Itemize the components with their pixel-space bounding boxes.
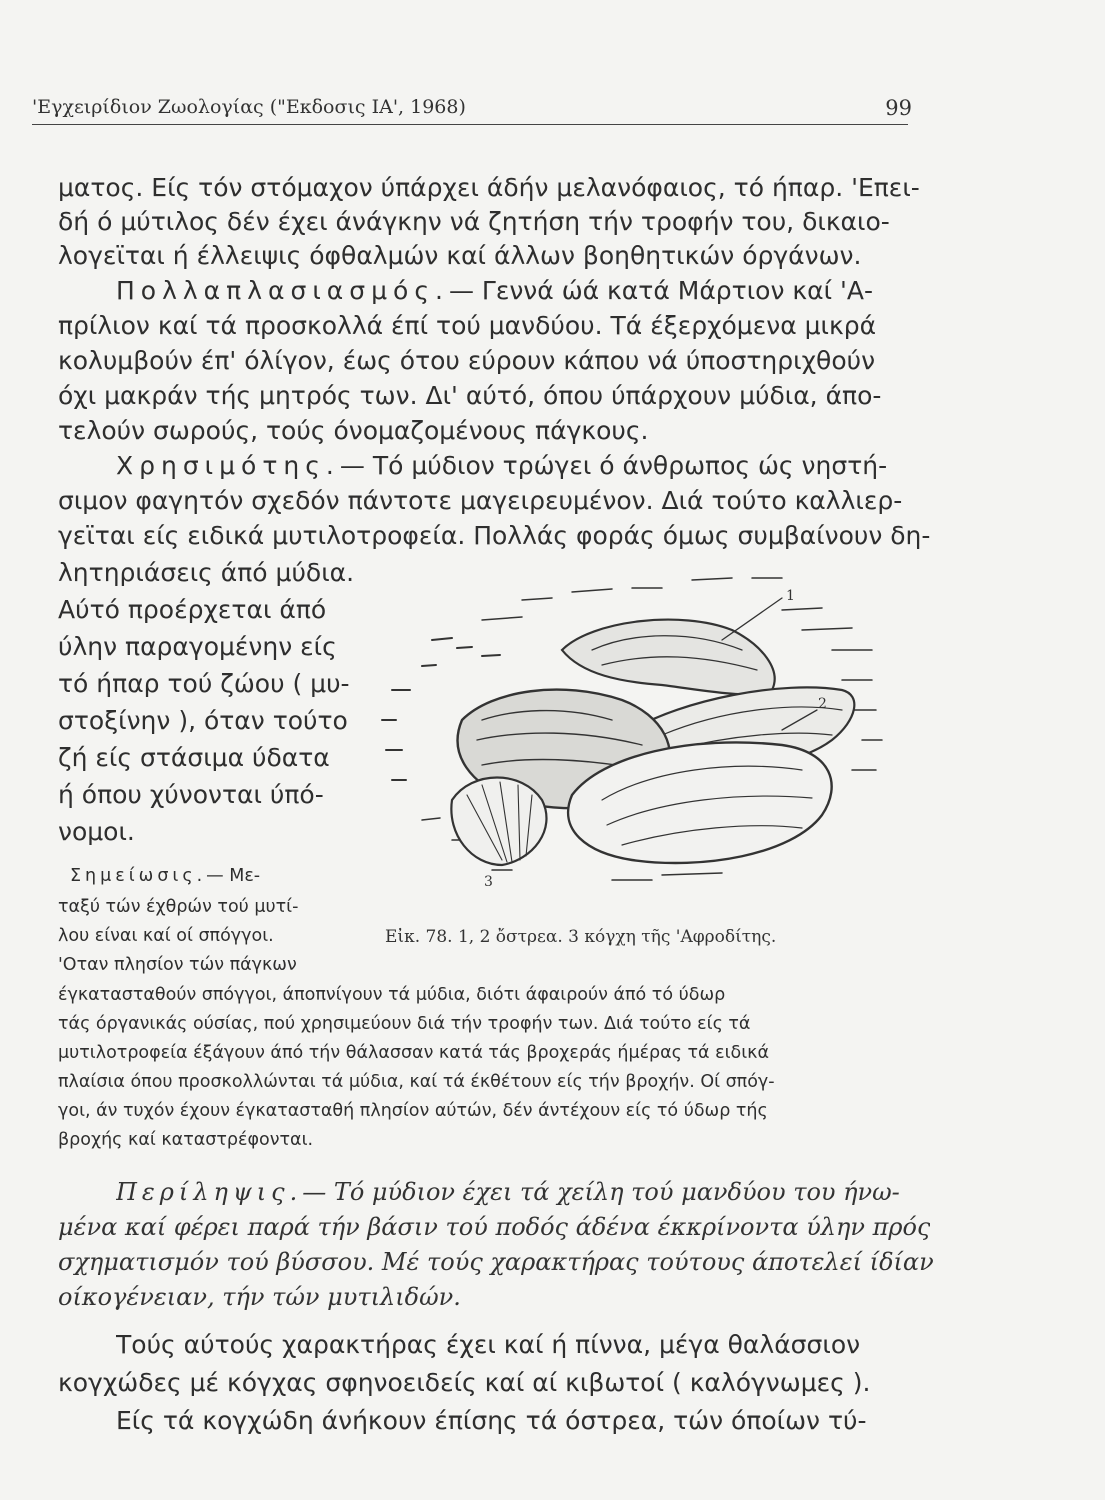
text-line: τελούν σωρούς, τούς όνομαζομένους πάγκους. <box>58 416 649 445</box>
reproduction-heading: Πολλαπλασιασμός. <box>116 276 449 305</box>
utility-heading: Χρησιμότης. <box>116 451 340 480</box>
figure-label-3: 3 <box>484 874 493 890</box>
text-line: λογεϊται ή έλλειψις όφθαλμών καί άλλων βοηθητικών όργάνων. <box>58 241 862 270</box>
note-first-line: — Με- <box>206 866 261 886</box>
left-column-line: τό ήπαρ τού ζώου ( μυ- <box>58 669 350 698</box>
figure-caption: Εἰκ. 78. 1, 2 ὄστρεα. 3 κόγχη τῆς 'Αφροδίτης. <box>385 927 777 947</box>
running-header <box>32 96 912 118</box>
text-line: κολυμβούν έπ' όλίγον, έως ότου εύρουν κάπου νά ύποστηριχθούν <box>58 346 876 375</box>
shell-illustration <box>362 570 902 900</box>
text-line: δή ό μύτιλος δέν έχει άνάγκην νά ζητήση τήν τροφήν του, δικαιο- <box>58 207 890 236</box>
text-line: ματος. Είς τόν στόμαχον ύπάρχει άδήν μελανόφαιος, τό ήπαρ. 'Επει- <box>58 173 920 202</box>
note-line: μυτιλοτροφεία έξάγουν άπό τήν θάλασσαν κατά τάς βροχεράς ήμέρας τά ειδικά <box>58 1043 770 1063</box>
left-column-line: ή όπου χύνονται ύπό- <box>58 780 324 809</box>
left-column-line: ζή είς στάσιμα ύδατα <box>58 743 330 772</box>
summary-line: σχηματισμόν τού βύσσου. Μέ τούς χαρακτήρας τούτους άποτελεί ίδίαν <box>58 1248 934 1276</box>
left-column-line: ύλην παραγομένην είς <box>58 632 337 661</box>
note-line: τάς όργανικάς ούσίας, πού χρησιμεύουν διά τήν τροφήν των. Διά τούτο είς τά <box>58 1014 751 1034</box>
utility-paragraph-start <box>116 451 887 480</box>
figure-label-1: 1 <box>786 588 795 604</box>
closing-line: Είς τά κογχώδη άνήκουν έπίσης τά όστρεα, τών όποίων τύ- <box>116 1406 867 1435</box>
header-title: 'Εγχειρίδιον Ζωολογίας ("Εκδοσις ΙΑ', 1968) <box>32 96 466 118</box>
note-line: λου είναι καί οί σπόγγοι. <box>58 926 274 946</box>
left-column-line: στοξίνην ), όταν τούτο <box>58 706 348 735</box>
note-paragraph-start <box>70 866 260 886</box>
summary-line: μένα καί φέρει παρά τήν βάσιν τού ποδός άδένα έκκρίνοντα ύλην πρός <box>58 1213 931 1241</box>
left-column-line: λητηριάσεις άπό μύδια. <box>58 558 355 587</box>
reproduction-first-line: — Γεννά ώά κατά Μάρτιον καί 'Α- <box>448 276 874 305</box>
summary-heading: Περίληψις. <box>116 1178 303 1206</box>
summary-line: οίκογένειαν, τήν τών μυτιλιδών. <box>58 1283 461 1311</box>
text-line: όχι μακράν τής μητρός των. Δι' αύτό, όπου ύπάρχουν μύδια, άπο- <box>58 381 882 410</box>
note-line: έγκατασταθούν σπόγγοι, άποπνίγουν τά μύδια, διότι άφαιρούν άπό τό ύδωρ <box>58 985 726 1005</box>
closing-line: κογχώδες μέ κόγχας σφηνοειδείς καί αί κιβωτοί ( καλόγνωμες ). <box>58 1368 871 1397</box>
figure-label-2: 2 <box>818 696 827 712</box>
utility-first-line: — Τό μύδιον τρώγει ό άνθρωπος ώς νηστή- <box>339 451 888 480</box>
note-line: βροχής καί καταστρέφονται. <box>58 1130 314 1150</box>
note-line: πλαίσια όπου προσκολλώνται τά μύδια, καί τά έκθέτουν είς τήν βροχήν. Οί σπόγ- <box>58 1072 775 1092</box>
summary-paragraph-start <box>116 1178 900 1206</box>
note-heading: Σημείωσις. <box>70 866 207 886</box>
closing-line: Τούς αύτούς χαρακτήρας έχει καί ή πίννα, μέγα θαλάσσιον <box>116 1330 861 1359</box>
text-line: πρίλιον καί τά προσκολλά έπί τού μανδύου. Τά έξερχόμενα μικρά <box>58 311 877 340</box>
note-line: γοι, άν τυχόν έχουν έγκατασταθή πλησίον αύτών, δέν άντέχουν είς τό ύδωρ τής <box>58 1101 768 1121</box>
left-column-line: νομοι. <box>58 817 135 846</box>
summary-first-line: — Τό μύδιον έχει τά χείλη τού μανδύου του ήνω- <box>302 1178 900 1206</box>
reproduction-paragraph-start <box>116 276 873 305</box>
left-column-line: Αύτό προέρχεται άπό <box>58 595 327 624</box>
text-line: γεϊται είς ειδικά μυτιλοτροφεία. Πολλάς φοράς όμως συμβαίνουν δη- <box>58 521 931 550</box>
header-rule <box>32 124 908 125</box>
page-number: 99 <box>885 96 912 120</box>
shell-drawing <box>362 570 902 900</box>
note-line: ταξύ τών έχθρών τού μυτί- <box>58 897 299 917</box>
text-line: σιμον φαγητόν σχεδόν πάντοτε μαγειρευμένον. Διά τούτο καλλιερ- <box>58 486 903 515</box>
note-line: 'Οταν πλησίον τών πάγκων <box>58 955 297 975</box>
